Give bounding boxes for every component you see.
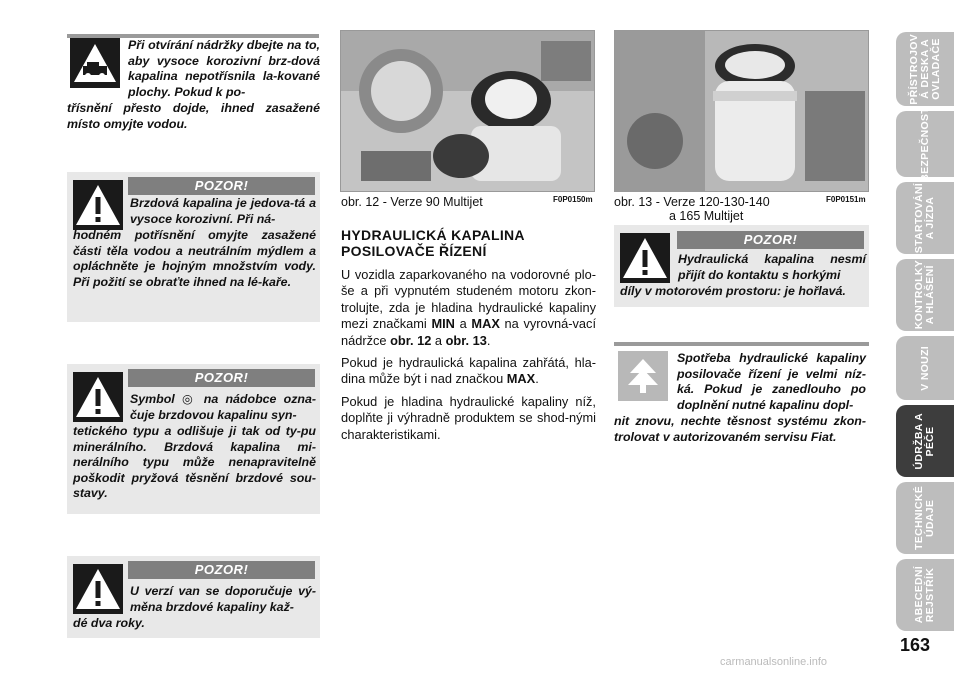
- engine-reservoir-illustration: [615, 31, 869, 192]
- warning-text-first: Symbol ◎ na nádobce ozna-čuje brzdovou kapalinu syn-: [130, 392, 316, 422]
- warning-text-first: Brzdová kapalina je jedova-tá a vysoce korozivní. Při ná-: [130, 196, 316, 226]
- figure-13-photo: [614, 30, 869, 192]
- paint-note-text-first: Při otvírání nádržky dbejte na to, aby vysoce korozivní brz-dová kapalina nepotřísnila la-kované plochy. Pokud k po-: [128, 38, 320, 99]
- page-number: 163: [900, 635, 931, 655]
- consumption-note-text-first: Spotřeba hydraulické kapaliny posilovače řízení je velmi níz-ká. Pokud je zanedlouho po doplnění nutné kapalinu dopl-: [677, 351, 866, 412]
- section-heading-line1: HYDRAULICKÁ KAPALINA: [341, 227, 525, 243]
- figure-13-caption-line1: obr. 13 - Verze 120-130-140: [614, 195, 770, 209]
- warning-header: POZOR!: [128, 561, 315, 579]
- warning-text-rest: hodném potřísnění omyjte zasažené části těla vodou a neutrálním mýdlem a opláchněte je hojným množstvím vody. Při požití se obraťte ihned na lé-kaře.: [73, 228, 316, 289]
- warning-text-first: U verzí van se doporučuje vý-měna brzdové kapaliny kaž-: [130, 584, 316, 614]
- warning-text-rest: tetického typu a odlišuje ji tak od ty-pu minerálního. Brzdová kapalina mi-nerálního typu může nenapravitelně poškodit pryžová těsnění brzdové sou-stavy.: [73, 424, 316, 501]
- section-heading-line2: POSILOVAČE ŘÍZENÍ: [341, 243, 487, 259]
- footer-watermark: carmanualsonline.info: [720, 656, 828, 668]
- warning-triangle-icon: [73, 180, 123, 230]
- environment-tree-icon: [618, 351, 668, 401]
- paragraph-3: Pokud je hladina hydraulické kapaliny níž, doplňte ji výhradně produktem se shod-nými charakteristikami.: [341, 393, 596, 442]
- tab-abecedni-rejstrik[interactable]: ABECEDNÍ REJSTŘÍK: [896, 559, 954, 631]
- consumption-note-bar: [614, 342, 869, 346]
- warning-text-rest: dé dva roky.: [73, 616, 145, 630]
- warning-triangle-icon: [620, 233, 670, 283]
- warning-triangle-icon: [73, 372, 123, 422]
- section-body: [341, 267, 596, 449]
- tab-pristrojova-deska[interactable]: PŘÍSTROJOV Á DESKA A OVLADAČE: [896, 32, 954, 106]
- tab-kontrolky[interactable]: KONTROLKY A HLÁŠENÍ: [896, 259, 954, 331]
- engine-reservoir-illustration: [341, 31, 595, 192]
- paint-note-text-rest: třísnění přesto dojde, ihned zasažené místo omyjte vodou.: [67, 101, 320, 131]
- tab-v-nouzi[interactable]: V NOUZI: [896, 336, 954, 400]
- warning-header: POZOR!: [128, 369, 315, 387]
- figure-12-caption: obr. 12 - Verze 90 Multijet: [341, 195, 483, 209]
- figure-13-code: F0P0151m: [826, 195, 866, 204]
- tab-bezpecnost[interactable]: BEZPEČNOST: [896, 111, 954, 177]
- car-wash-icon: [70, 38, 120, 88]
- warning-header: POZOR!: [128, 177, 315, 195]
- tab-udrzba-active[interactable]: ÚDRŽBA A PÉČE: [896, 405, 954, 477]
- figure-13-caption-line2: a 165 Multijet: [669, 209, 744, 223]
- figure-12-code: F0P0150m: [553, 195, 593, 204]
- tab-startovani[interactable]: STARTOVÁNÍ A JÍZDA: [896, 182, 954, 254]
- warning-header: POZOR!: [677, 231, 864, 249]
- paragraph-2: Pokud je hydraulická kapalina zahřátá, hla-dina může být i nad značkou MAX.: [341, 355, 596, 387]
- consumption-note-text-rest: nit znovu, nechte těsnost systému zkon-trolovat v autorizovaném servisu Fiat.: [614, 414, 866, 444]
- warning-triangle-icon: [73, 564, 123, 614]
- warning-text-rest: díly v motorovém prostoru: je hořlavá.: [620, 284, 846, 298]
- warning-text-first: Hydraulická kapalina nesmí přijít do kontaktu s horkými: [678, 252, 866, 282]
- paragraph-1: U vozidla zaparkovaného na vodorovné plo-še a při vypnutém studeném motoru zkon-trolujte, zda je hladina hydraulické kapaliny mezi značkami MIN a MAX na vyrovná-vací nádržce obr. 12 a obr. 13.: [341, 267, 597, 348]
- figure-12-photo: [340, 30, 595, 192]
- tab-technicke-udaje[interactable]: TECHNICKÉ ÚDAJE: [896, 482, 954, 554]
